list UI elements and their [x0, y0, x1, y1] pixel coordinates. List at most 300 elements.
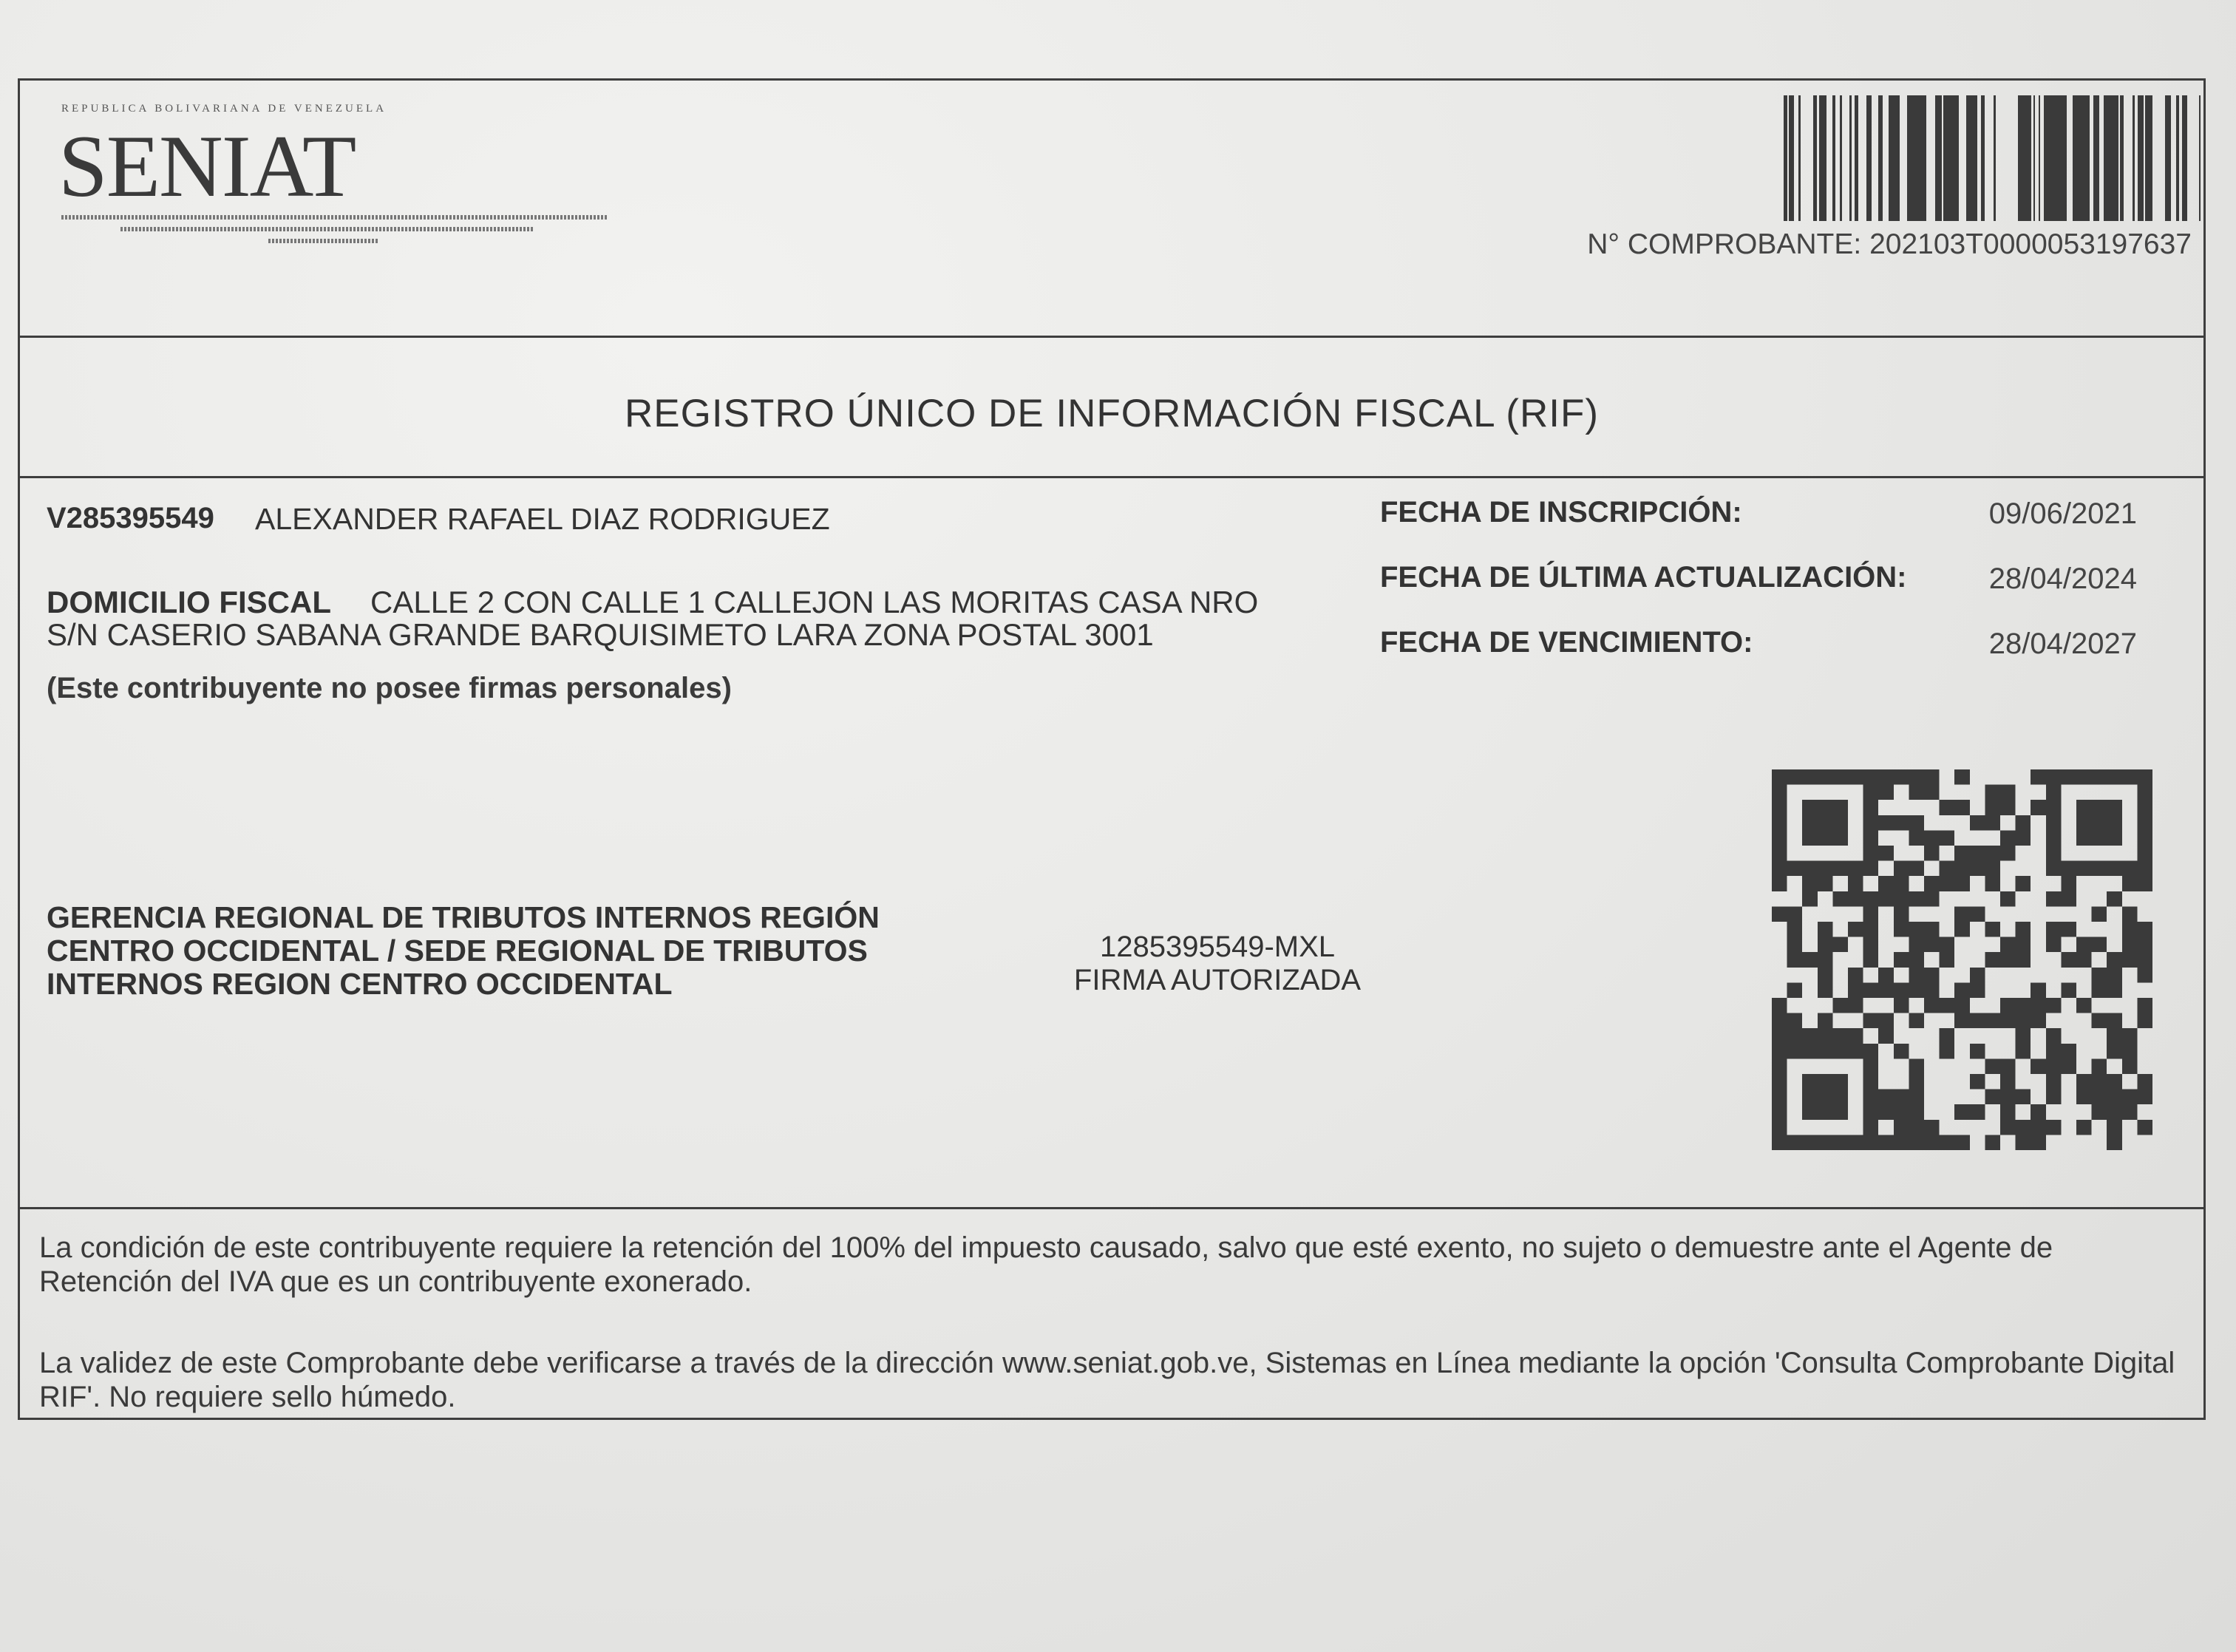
qr-module — [2016, 922, 2031, 937]
qr-module — [2076, 1074, 2092, 1090]
barcode-bar — [2085, 95, 2090, 221]
qr-module — [1832, 830, 1848, 846]
qr-module — [2046, 785, 2062, 800]
qr-module — [1894, 998, 1909, 1013]
barcode-bar — [1915, 95, 1921, 221]
barcode-bar — [1896, 95, 1900, 221]
qr-module — [2000, 846, 2016, 861]
qr-module — [2092, 906, 2107, 922]
comprobante-label: N° COMPROBANTE: — [1587, 228, 1862, 260]
barcode-bar — [1966, 95, 1971, 221]
barcode-bar — [1948, 95, 1949, 221]
qr-module — [2107, 800, 2122, 815]
gerencia-regional: GERENCIA REGIONAL DE TRIBUTOS INTERNOS REGIÓN CENTRO OCCIDENTAL / SEDE REGIONAL DE TRIBUTOS INTERNOS REGION CENTRO OCCIDENTAL — [47, 900, 880, 1001]
qr-module — [2107, 982, 2122, 998]
qr-module — [1985, 815, 2000, 831]
qr-module — [1970, 846, 1985, 861]
qr-module — [1878, 785, 1894, 800]
barcode-bar — [2176, 95, 2179, 221]
qr-module — [1772, 1120, 1787, 1135]
qr-module — [1863, 1090, 1879, 1105]
retencion-notice: La condición de este contribuyente requiere la retención del 100% del impuesto causado, salvo que esté exento, no sujeto o demuestre ante el Agente de Retención del IVA que es un contribuyente exonerado. — [39, 1231, 2053, 1298]
qr-module — [1787, 1044, 1803, 1059]
qr-module — [1985, 952, 2000, 968]
qr-module — [1970, 1074, 1985, 1090]
qr-module — [2092, 1074, 2107, 1090]
qr-module — [2137, 1013, 2152, 1029]
qr-module — [1863, 800, 1879, 815]
qr-module — [1940, 998, 1955, 1013]
qr-module — [1802, 1104, 1818, 1120]
qr-module — [1924, 982, 1940, 998]
qr-module — [2076, 1120, 2092, 1135]
qr-module — [1772, 861, 1787, 877]
qr-module — [1894, 1135, 1909, 1150]
qr-module — [1863, 846, 1879, 861]
qr-module — [2137, 952, 2152, 968]
qr-module — [2107, 1028, 2122, 1044]
qr-module — [1970, 968, 1985, 983]
qr-module — [2076, 1090, 2092, 1105]
barcode-bar — [2113, 95, 2118, 221]
qr-module — [1940, 876, 1955, 891]
qr-module — [2107, 830, 2122, 846]
qr-module — [1909, 982, 1924, 998]
qr-module — [1924, 968, 1940, 983]
qr-module — [1772, 876, 1787, 891]
qr-module — [2122, 1058, 2138, 1074]
qr-module — [1863, 769, 1879, 785]
barcode-bar — [2145, 95, 2147, 221]
divider — [20, 1207, 2203, 1209]
qr-module — [1818, 1104, 1833, 1120]
barcode-bar — [1994, 95, 1996, 221]
qr-module — [1878, 1090, 1894, 1105]
qr-module — [1802, 1090, 1818, 1105]
qr-module — [2031, 1013, 2046, 1029]
barcode-bar — [2051, 95, 2053, 221]
qr-module — [1924, 846, 1940, 861]
qr-module — [2016, 952, 2031, 968]
qr-module — [1772, 906, 1787, 922]
qr-module — [2107, 1090, 2122, 1105]
comprobante-value: 202103T0000053197637 — [1869, 228, 2192, 260]
vencimiento-value: 28/04/2027 — [1988, 628, 2137, 660]
qr-module — [1894, 922, 1909, 937]
qr-module — [2092, 937, 2107, 953]
qr-module — [1985, 922, 2000, 937]
qr-module — [2122, 1028, 2138, 1044]
qr-module — [1909, 830, 1924, 846]
barcode-bar — [2109, 95, 2113, 221]
qr-module — [2076, 815, 2092, 831]
qr-module — [2092, 815, 2107, 831]
qr-module — [1787, 769, 1803, 785]
logo-fine-print — [61, 215, 608, 220]
qr-module — [2046, 937, 2062, 953]
qr-module — [2046, 769, 2062, 785]
qr-module — [1985, 1013, 2000, 1029]
qr-module — [2092, 800, 2107, 815]
qr-module — [1894, 815, 1909, 831]
qr-module — [2046, 1058, 2062, 1074]
inscripcion-value: 09/06/2021 — [1988, 497, 2137, 530]
barcode-bar — [2082, 95, 2085, 221]
qr-module — [1909, 1074, 1924, 1090]
qr-module — [1832, 1074, 1848, 1090]
qr-module — [1940, 952, 1955, 968]
qr-module — [1940, 1044, 1955, 1059]
barcode-bar — [1789, 95, 1792, 221]
qr-module — [2046, 1090, 2062, 1105]
qr-module — [1924, 876, 1940, 891]
qr-module — [1863, 906, 1879, 922]
barcode-bar — [2019, 95, 2023, 221]
barcode-icon — [1784, 95, 2205, 221]
qr-module — [2046, 998, 2062, 1013]
barcode-bar — [2057, 95, 2063, 221]
firma-label: FIRMA AUTORIZADA — [1073, 964, 1362, 996]
qr-module — [1863, 1120, 1879, 1135]
qr-module — [1909, 1090, 1924, 1105]
qr-module — [2107, 1120, 2122, 1135]
qr-module — [1832, 800, 1848, 815]
barcode-bar — [2033, 95, 2035, 221]
barcode-bar — [1975, 95, 1977, 221]
qr-module — [1924, 937, 1940, 953]
qr-module — [1787, 952, 1803, 968]
qr-module — [2137, 1120, 2152, 1135]
qr-module — [1924, 998, 1940, 1013]
qr-module — [2122, 1104, 2138, 1120]
qr-module — [2137, 846, 2152, 861]
qr-module — [1970, 1044, 1985, 1059]
qr-module — [1894, 906, 1909, 922]
qr-module — [1818, 968, 1833, 983]
qr-module — [2016, 1120, 2031, 1135]
qr-module — [1832, 861, 1848, 877]
qr-module — [1802, 1028, 1818, 1044]
qr-module — [2107, 952, 2122, 968]
inscripcion-label: FECHA DE INSCRIPCIÓN: — [1380, 496, 1742, 528]
qr-module — [1909, 952, 1924, 968]
qr-module — [1970, 1013, 1985, 1029]
qr-module — [1848, 891, 1863, 907]
qr-module — [1848, 968, 1863, 983]
barcode-bar — [1825, 95, 1826, 221]
qr-module — [1848, 998, 1863, 1013]
qr-module — [1863, 815, 1879, 831]
qr-module — [2076, 998, 2092, 1013]
qr-module — [1985, 846, 2000, 861]
qr-module — [2016, 815, 2031, 831]
barcode-bar — [2053, 95, 2057, 221]
qr-module — [1985, 1090, 2000, 1105]
qr-module — [1787, 937, 1803, 953]
firmas-note: (Este contribuyente no posee firmas personales) — [47, 672, 732, 704]
qr-module — [2137, 815, 2152, 831]
qr-module — [1832, 769, 1848, 785]
qr-module — [1970, 906, 1985, 922]
qr-module — [1940, 1135, 1955, 1150]
qr-module — [2137, 1074, 2152, 1090]
qr-module — [2046, 800, 2062, 815]
qr-module — [1909, 968, 1924, 983]
qr-module — [2076, 952, 2092, 968]
qr-module — [1970, 861, 1985, 877]
barcode-bar — [2039, 95, 2040, 221]
barcode-bar — [2199, 95, 2201, 221]
barcode-bar — [2023, 95, 2026, 221]
barcode-bar — [1819, 95, 1825, 221]
qr-module — [2000, 1058, 2016, 1074]
barcode-bar — [2150, 95, 2152, 221]
qr-module — [1954, 800, 1970, 815]
qr-module — [1832, 891, 1848, 907]
qr-module — [1863, 1058, 1879, 1074]
qr-module — [2076, 830, 2092, 846]
qr-module — [1954, 1013, 1970, 1029]
qr-module — [1878, 1135, 1894, 1150]
qr-module — [2046, 861, 2062, 877]
qr-module — [2031, 1058, 2046, 1074]
qr-module — [2092, 769, 2107, 785]
actualizacion-label: FECHA DE ÚLTIMA ACTUALIZACIÓN: — [1380, 561, 1907, 594]
qr-module — [1894, 861, 1909, 877]
qr-module — [2107, 1135, 2122, 1150]
qr-module — [2046, 1044, 2062, 1059]
barcode-bar — [1957, 95, 1959, 221]
qr-module — [1924, 1135, 1940, 1150]
qr-module — [1848, 876, 1863, 891]
barcode-bar — [2138, 95, 2144, 221]
qr-module — [1848, 922, 1863, 937]
qr-module — [1772, 1044, 1787, 1059]
qr-module — [1772, 846, 1787, 861]
barcode-bar — [1849, 95, 1852, 221]
barcode-bar — [1943, 95, 1948, 221]
qr-module — [1970, 982, 1985, 998]
qr-module — [1909, 769, 1924, 785]
qr-module — [1954, 998, 1970, 1013]
qr-module — [1818, 982, 1833, 998]
qr-module — [1802, 1044, 1818, 1059]
qr-module — [1894, 1120, 1909, 1135]
qr-module — [1832, 937, 1848, 953]
barcode-bar — [1866, 95, 1872, 221]
qr-module — [1909, 861, 1924, 877]
qr-module — [2137, 830, 2152, 846]
barcode-bar — [1971, 95, 1975, 221]
qr-module — [2061, 982, 2076, 998]
qr-module — [2046, 830, 2062, 846]
qr-module — [2031, 1120, 2046, 1135]
qr-module — [1772, 1074, 1787, 1090]
qr-module — [2031, 1135, 2046, 1150]
domicilio-value: CALLE 2 CON CALLE 1 CALLEJON LAS MORITAS CASA NRO — [370, 585, 1259, 619]
domicilio-label: DOMICILIO FISCAL — [47, 585, 331, 619]
barcode-bar — [1792, 95, 1794, 221]
qr-module — [1878, 1013, 1894, 1029]
qr-module — [2137, 861, 2152, 877]
qr-module — [2031, 769, 2046, 785]
qr-module — [1818, 815, 1833, 831]
qr-module — [1954, 1135, 1970, 1150]
qr-module — [1878, 815, 1894, 831]
barcode-bar — [2182, 95, 2184, 221]
qr-module — [2137, 968, 2152, 983]
qr-module — [2016, 1090, 2031, 1105]
barcode-bar — [1892, 95, 1896, 221]
barcode-bar — [2073, 95, 2076, 221]
barcode-bar — [2018, 95, 2019, 221]
barcode-bar — [2093, 95, 2099, 221]
qr-module — [1802, 1074, 1818, 1090]
qr-module — [1894, 1104, 1909, 1120]
qr-module — [2137, 769, 2152, 785]
qr-module — [2061, 952, 2076, 968]
qr-module — [2107, 1013, 2122, 1029]
qr-module — [1985, 785, 2000, 800]
qr-module — [1863, 937, 1879, 953]
qr-module — [2092, 1058, 2107, 1074]
qr-module — [1772, 769, 1787, 785]
qr-module — [2061, 891, 2076, 907]
barcode-bar — [1953, 95, 1957, 221]
qr-module — [2092, 830, 2107, 846]
divider — [20, 476, 2203, 478]
qr-module — [2061, 1058, 2076, 1074]
qr-module — [2031, 998, 2046, 1013]
qr-module — [1802, 769, 1818, 785]
qr-module — [1954, 861, 1970, 877]
barcode-bar — [2104, 95, 2109, 221]
qr-module — [2061, 876, 2076, 891]
logo-fine-print — [120, 227, 534, 231]
qr-module — [2000, 785, 2016, 800]
barcode-bar — [2026, 95, 2031, 221]
qr-module — [2000, 952, 2016, 968]
qr-module — [2137, 922, 2152, 937]
qr-module — [1832, 998, 1848, 1013]
taxpayer-name: ALEXANDER RAFAEL DIAZ RODRIGUEZ — [255, 502, 830, 536]
qr-module — [1787, 906, 1803, 922]
qr-module — [1878, 968, 1894, 983]
barcode-bar — [2076, 95, 2082, 221]
barcode-bar — [2165, 95, 2171, 221]
qr-module — [2031, 1104, 2046, 1120]
barcode-bar — [1813, 95, 1817, 221]
qr-module — [1924, 891, 1940, 907]
qr-module — [2016, 1028, 2031, 1044]
qr-module — [1772, 815, 1787, 831]
barcode-bar — [2048, 95, 2051, 221]
qr-module — [2016, 1135, 2031, 1150]
qr-module — [1848, 1028, 1863, 1044]
qr-module — [1985, 800, 2000, 815]
qr-module — [1894, 876, 1909, 891]
qr-module — [2061, 922, 2076, 937]
qr-module — [1802, 952, 1818, 968]
qr-module — [1802, 876, 1818, 891]
qr-module — [1878, 1028, 1894, 1044]
qr-module — [1894, 1044, 1909, 1059]
qr-module — [1924, 830, 1940, 846]
qr-module — [1787, 1013, 1803, 1029]
qr-module — [1909, 922, 1924, 937]
qr-module — [1924, 1120, 1940, 1135]
qr-module — [1772, 998, 1787, 1013]
qr-module — [1940, 830, 1955, 846]
qr-module — [1787, 861, 1803, 877]
qr-module — [1787, 1028, 1803, 1044]
qr-module — [1848, 1135, 1863, 1150]
qr-module — [2122, 876, 2138, 891]
barcode-bar — [2184, 95, 2187, 221]
qr-module — [2046, 815, 2062, 831]
qr-module — [2122, 1090, 2138, 1105]
qr-module — [1863, 1044, 1879, 1059]
qr-module — [1985, 1135, 2000, 1150]
qr-module — [1772, 800, 1787, 815]
barcode-bar — [2120, 95, 2124, 221]
actualizacion-value: 28/04/2024 — [1988, 562, 2137, 595]
qr-module — [1772, 1090, 1787, 1105]
qr-module — [1924, 922, 1940, 937]
qr-module — [2000, 1013, 2016, 1029]
qr-module — [2016, 937, 2031, 953]
qr-module — [1787, 982, 1803, 998]
qr-module — [2137, 1090, 2152, 1105]
qr-module — [1954, 982, 1970, 998]
qr-module — [2137, 876, 2152, 891]
qr-module — [1832, 815, 1848, 831]
qr-module — [2107, 861, 2122, 877]
qr-module — [2092, 1013, 2107, 1029]
qr-module — [2122, 906, 2138, 922]
barcode-bar — [1889, 95, 1892, 221]
qr-module — [1909, 891, 1924, 907]
qr-module — [2092, 861, 2107, 877]
qr-module — [2122, 952, 2138, 968]
barcode-bar — [2133, 95, 2135, 221]
qr-module — [2076, 800, 2092, 815]
qr-module — [1832, 1135, 1848, 1150]
qr-module — [2046, 846, 2062, 861]
qr-module — [2061, 1044, 2076, 1059]
qr-module — [2107, 1104, 2122, 1120]
qr-module — [2000, 937, 2016, 953]
qr-module — [1863, 1013, 1879, 1029]
qr-module — [1818, 937, 1833, 953]
firma-code: 1285395549-MXL — [1099, 931, 1336, 963]
qr-module — [1878, 982, 1894, 998]
qr-module — [2107, 1074, 2122, 1090]
barcode-bar — [2044, 95, 2048, 221]
barcode-bar — [1840, 95, 1842, 221]
qr-module — [2107, 1044, 2122, 1059]
qr-module — [1848, 1044, 1863, 1059]
qr-module — [1802, 800, 1818, 815]
qr-module — [1802, 861, 1818, 877]
qr-module — [2000, 1090, 2016, 1105]
qr-module — [1894, 769, 1909, 785]
qr-module — [1878, 891, 1894, 907]
qr-module — [2137, 785, 2152, 800]
vencimiento-label: FECHA DE VENCIMIENTO: — [1380, 626, 1753, 659]
qr-module — [1909, 937, 1924, 953]
qr-module — [2016, 830, 2031, 846]
